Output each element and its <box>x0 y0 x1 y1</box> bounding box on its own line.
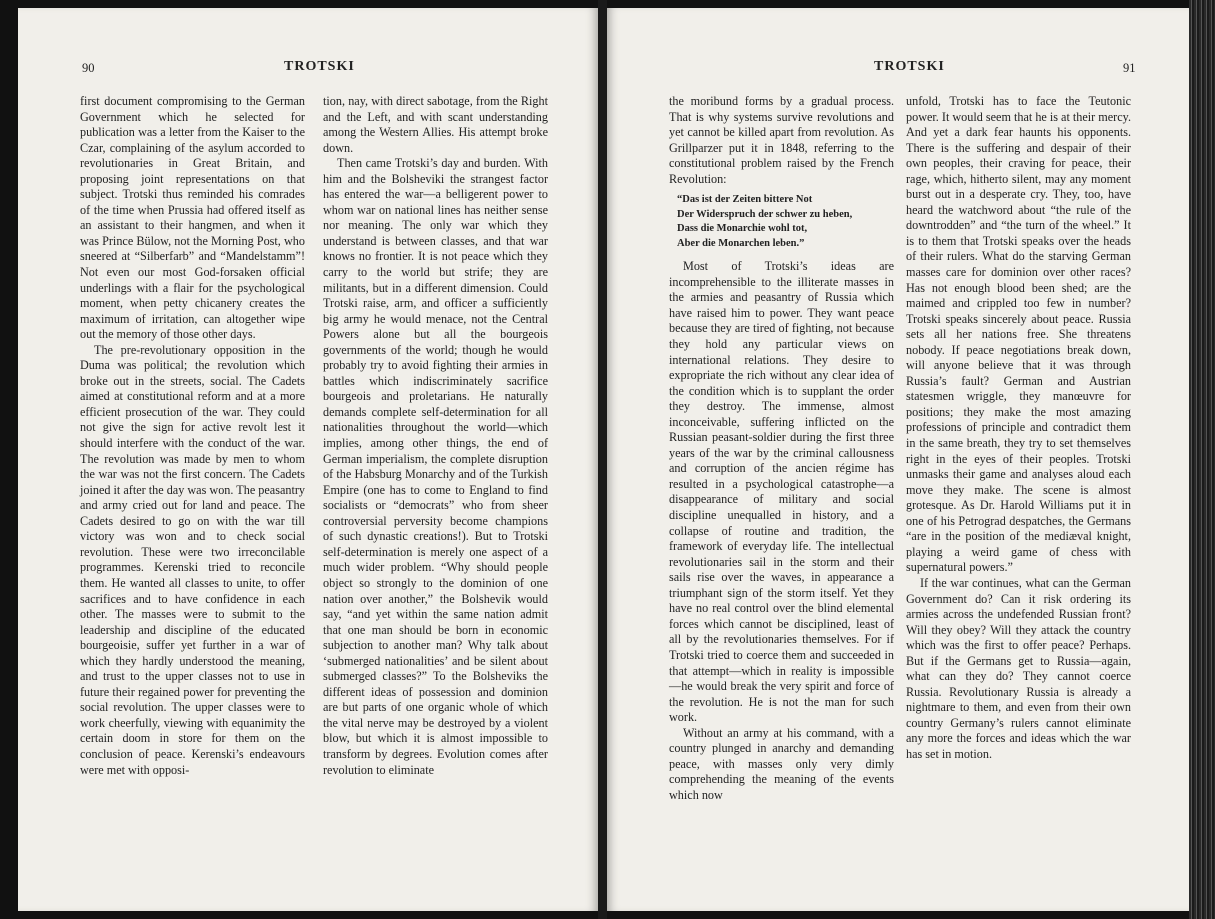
page-number-left: 90 <box>82 61 95 75</box>
paragraph: unfold, Trotski has to face the Teutonic power. It would seem that he is at their mercy. And yet a dark fear haunts his opponents. There is the suffering and despair of their own peoples, their craving for peace, their rage, which, hitherto silent, may any moment burst out in a desperate cry. They, too, have heard the watchword about “the rule of the downtrodden” and “the turn of the wheel.” It is to them that Trotski speaks over the heads of their rulers. What do the starving German masses care for dominion over other races? Has not enough blood been shed; are the maimed and crippled too few in number? Trotski speaks sincerely about peace. Russia sets all her nations free. She threatens nobody. If peace negotiations break down, will anyone believe that it was through Russia’s fault? German and Austrian statesmen wriggle, they manœuvre for positions; they make the most amazing professions of principle and contradict them in the same breath, they try to set themselves right in the eyes of their peoples. Trotski unmasks their game and analyses aloud each move they make. The scene is almost grotesque. As Dr. Harold Williams put it in one of his Petrograd despatches, the Germans “are in the position of the mediæval knight, playing a weird game of chess with supernatural powers.” <box>906 94 1131 575</box>
verse-line: “Das ist der Zeiten bittere Not <box>677 194 813 206</box>
left-column-2 <box>323 94 548 778</box>
paragraph: the moribund forms by a gradual process. That is why systems survive revolutions and yet cannot be killed apart from revolution. As Grillparzer put it in 1848, referring to the constitutional problem raised by the French Revolution: <box>669 94 894 186</box>
page-number-right: 91 <box>1123 61 1136 75</box>
paragraph: tion, nay, with direct sabotage, from the Right and the Left, and with scant understanding among the Western Allies. His attempt broke down. <box>323 94 548 155</box>
paragraph: Then came Trotski’s day and burden. With him and the Bolsheviki the strangest factor has entered the war—a belligerent power to whom war on national lines has neither sense nor meaning. The only war which they understand is between classes, and that war knows no frontier. It is not peace which they carry to the world but strife; they are militants, but in a different dimension. Could Trotski raise, arm, and officer a sufficiently big army he would menace, not the Central Powers alone but all the bourgeois governments of the world; though he would probably try to avoid fighting their armies in battles which indiscriminately sacrifice bourgeois and proletarians. He naturally demands complete self-determination for all nationalities throughout the world—which implies, among other things, the end of German imperialism, the complete disruption of the Habsburg Monarchy and of the Turkish Empire (one has to come to England to find socialists or “democrats” who from sheer controversial perversity become champions of such dynastic creations!). But to Trotski self-determination is merely one aspect of a much wider problem. “Why should people object so strongly to the dominion of one nation over another,” the Bolshevik would say, “and yet within the same nation admit that one man should be born in economic subjection to another man? Why talk about ‘submerged nationalities’ and be silent about submerged classes?” To the Bolsheviks the different ideas of possession and dominion are but parts of one organic whole of which the vital nerve may be destroyed by a violent blow, but which it is almost impossible to transform by degrees. Evolution comes after revolution to eliminate <box>323 156 548 777</box>
left-column-1 <box>80 94 305 778</box>
book-gutter <box>598 0 607 919</box>
paragraph: If the war continues, what can the German Government do? Can it risk ordering its armies across the undefended Russian front? Will they obey? Will they attack the country which was the first to offer peace? Perhaps. But if the Germans get to Russia—again, what can they do? They cannot coerce Russia. Revolutionary Russia is already a nightmare to them, and even from their own country Germany’s rulers cannot eliminate any more the forces and ideas which the war has set in motion. <box>906 575 1131 761</box>
running-head-left: TROTSKI <box>284 59 355 74</box>
verse-quotation <box>677 193 894 251</box>
right-column-2 <box>906 94 1131 763</box>
verse-line: Aber die Monarchen leben.” <box>677 237 805 249</box>
left-page <box>18 8 598 911</box>
paragraph: Most of Trotski’s ideas are incomprehensible to the illiterate masses in the armies and peasantry of Russia which have raised him to power. They want peace because they are tired of fighting, not because they hold any particular views on international relations. They desire to expropriate the rich without any clear idea of the condition which is to supplant the order they destroy. The immense, almost inconceivable, suffering inflicted on the Russian peasant-soldier during the first three years of the war by the criminal callousness and corruption of the ancien régime has resulted in a psychological catastrophe—a disappearance of military and social discipline unequalled in history, and a collapse of routine and tradition, the framework of everyday life. The intellectual revolutionaries sail in the storm and their sails rise over the waves, in appearance a triumphant sign of the storm itself. Yet they have no real control over the blind elemental forces which cannot be disciplined, least of all by the revolutionaries themselves. For if Trotski tried to coerce them and succeeded in that attempt—which in reality is impossible—he would break the very spirit and force of the revolution. He is not the man for such work. <box>669 259 894 725</box>
right-column-1 <box>669 94 894 803</box>
paragraph: Without an army at his command, with a country plunged in anarchy and demanding peace, with masses only very dimly comprehending the meaning of the events which now <box>669 725 894 802</box>
running-head-right: TROTSKI <box>874 59 945 74</box>
right-page <box>607 8 1189 911</box>
paragraph: The pre-revolutionary opposition in the Duma was political; the revolution which broke out in the streets, social. The Cadets aimed at constitutional reform and at a more efficient prosecution of the war. They could not give the sign for active revolt lest it should interfere with the conduct of the war. The revolution was made by men to whom the war was not the first concern. The Cadets joined it after the day was won. The peasantry and army cried out for land and peace. The Cadets desired to go on with the war till victory was won and to check social revolution. These were two irreconcilable programmes. Kerenski tried to reconcile them. He wanted all classes to unite, to offer sacrifices and to have confidence in each other. The masses were to submit to the leadership and discipline of the educated bourgeoisie, suffer yet further in a war of which they hardly understood the meaning, and trust to the upper classes not to use in future their regained power for preventing the social revolution. The upper classes were to work cheerfully, viewing with equanimity the certain doom in store for them on the conclusion of peace. Kerenski’s endeavours were met with opposi- <box>80 342 305 777</box>
verse-line: Der Widerspruch der schwer zu heben, <box>677 208 853 220</box>
page-stack-edge <box>1189 0 1215 919</box>
verse-line: Dass die Monarchie wohl tot, <box>677 223 808 235</box>
paragraph: first document compromising to the German Government which he selected for publication was a letter from the Kaiser to the Czar, complaining of the asylum accorded to revolutionaries in Great Britain, and proposing joint representations on that subject. Trotski thus reminded his comrades of the time when Prussia had offered itself as an assistant to their hangmen, and when it was Prince Bülow, not the Morning Post, who sneered at “Silberfarb” and “Mandelstamm”! Not even our most God-forsaken official underlings with a flair for the psychological moment, when petty chicanery creates the maximum of irritation, can altogether wipe out the memory of those other days. <box>80 94 305 342</box>
